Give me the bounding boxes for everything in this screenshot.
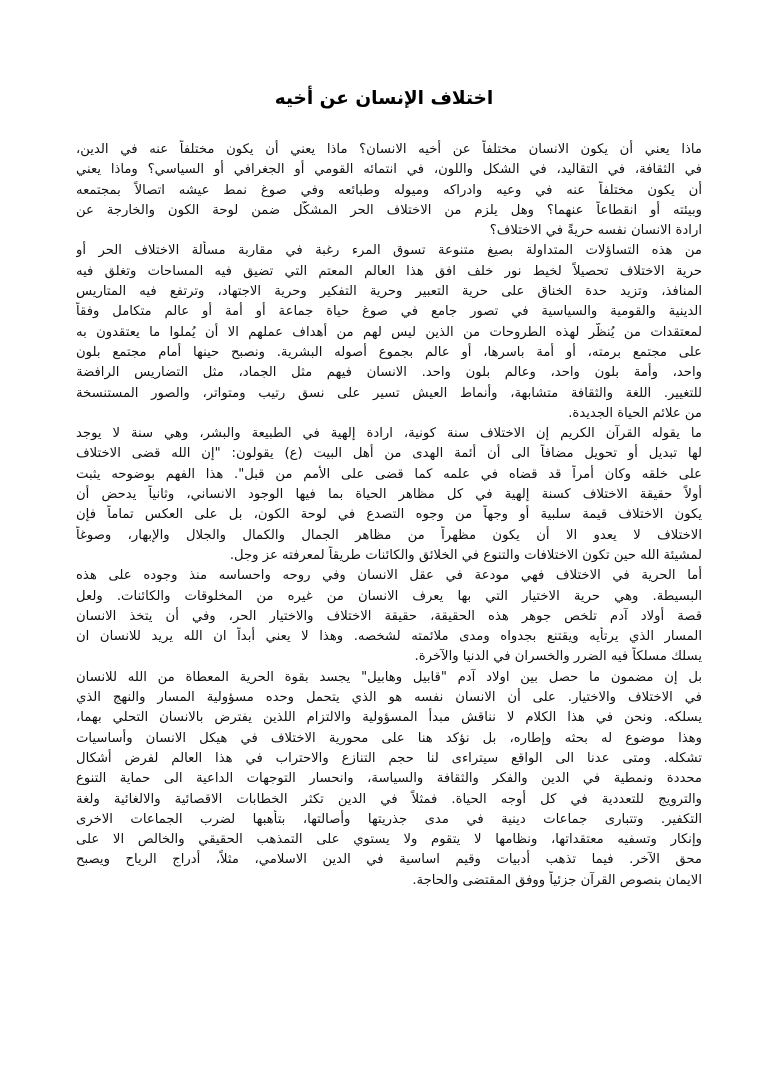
paragraph (76, 241, 702, 424)
text-line: على خلقه وكان أمراً قد قضاه في علمه كما قضى على الأمم من قبل". هذا الفهم بوضوحه يثبت (76, 466, 702, 482)
text-line: أولاً حقيقة الاختلاف كسنة إلهية في كل مظاهر الحياة بما فيها الوجود الانساني، وثانياً يدحض أن (76, 487, 702, 503)
text-line: في الثقافة، في التقاليد، في الشكل واللون، في انتمائه القومي أو الجغرافي أو السياسي؟ وماذا يعني (76, 162, 702, 178)
text-line: والترويج للتعددية في كل أوجه الحياة. فمثلاً في الدين تكثر الخطابات الاقصائية والالغائية ولغة (76, 791, 702, 807)
text-line: المسار الذي يرتأيه ويقتنع بجدواه ومدى ملائمته لشخصه. وهذا لا يعني أبداً ان الله يريد للانسان ان (76, 629, 702, 645)
text-line: وبيئته أو انقطاعاً عنهما؟ وهل يلزم من الاختلاف الحر المشكّل ضمن لوحة الكون والخارجة عن (76, 202, 702, 218)
text-line: المنافذ، وتزيد حدة الخناق على حرية التعبير وحرية التفكير وحرية الاجتهاد، وترتفع فيه المتاريس (76, 284, 702, 300)
text-line: ارادة الانسان نفسه حريةً في الاختلاف؟ (489, 223, 702, 239)
text-line: ما يقوله القرآن الكريم إن الاختلاف سنة كونية، ارادة إلهية في الطبيعة والبشر، وهي سنة لا يوجد (76, 426, 702, 442)
text-line: الاختلاف لا يعدو الا أن يكون مظهراً من مظاهر الجمال والكمال والجلال والإبهار، وصوغاً (76, 527, 702, 543)
paragraph (76, 668, 702, 891)
text-line: الايمان بنصوص القرآن جزئياً ووفق المقتضى والحاجة. (412, 872, 702, 888)
text-line: ماذا يعني أن يكون الانسان مختلفاً عن أخيه الانسان؟ ماذا يعني أن يكون مختلفاً عنه في الدين، (76, 142, 702, 157)
text-line: من علائم الحياة الجديدة. (568, 405, 702, 421)
text-line: أن يكون مختلفاً عنه في وعيه وادراكه وميوله وطبائعه وفي صوغ نمط عيشه اتصالاً بمجتمعه (76, 182, 702, 198)
text-line: الدينية والقومية والسياسية في تصور جامع في صوغ حياة جماعة أو أمة أو عالم متكامل وفقاً (76, 304, 702, 320)
text-line: واحد، وأمة بلون واحد، وعالم بلون واحد. الانسان فيهم مثل الجماد، مثل التضاريس الرافضة (76, 365, 702, 381)
text-line: على مجتمع برمته، أو أمة باسرها، أو عالم بجموع أصوله البشرية. ونصبح حينها أمام مجتمع بلون (76, 344, 702, 360)
text-line: التكفير. وتتبارى جماعات دينية في مدى جذريتها وأصالتها، بتأهبها لضرب الجماعات الاخرى (76, 811, 702, 827)
text-line: لمعتقدات من يُنظّر لهذه الطروحات من الذين ليس لهم من أهداف عملهم الا أن يُملوا ما يعتقدون به (76, 324, 702, 340)
text-line: وهذا موضوع له بحثه وإطاره، بل نؤكد هنا على محورية الاختلاف في هيكل الانسان وأساسيات (76, 730, 702, 746)
text-line: وإنكار وتسفيه معتقداتها، ونظامها لا يتقوم ولا يستوي على التمذهب الحقيقي والخالص الا على (76, 832, 702, 848)
paragraph (76, 566, 702, 667)
text-line: في الاختلاف والاختيار. على أن الانسان نفسه هو الذي يتحمل وحده مسؤولية المسار والنهج الذي (76, 690, 702, 706)
paragraph (76, 424, 702, 566)
text-line: قصة أولاد آدم تلخص جوهر هذه الحقيقة، حقيقة الاختلاف والاختيار الحر، وفي أن يتخذ الانسان (76, 608, 702, 624)
text-line: يسلكه. ونحن في هذا الكلام لا نناقش مبدأ المسؤولية والالتزام اللذين يفترض بالانسان التحلي بهما، (76, 710, 702, 726)
text-line: بل إن مضمون ما حصل بين اولاد آدم "قابيل وهابيل" يجسد بقوة الحرية المعطاة من الله للانسان (76, 669, 702, 685)
text-line: من هذه التساؤلات المتداولة بصيغ متنوعة تسوق المرء رغبة في مقاربة مسألة الاختلاف الحر أو (76, 243, 702, 259)
paragraph (76, 140, 702, 241)
text-line: للتغيير. اللغة والثقافة متشابهة، وأنماط العيش تسير على نسق رتيب ومتواتر، والصور المستنسخة (76, 385, 702, 401)
text-line: يسلك مسلكاً فيه الضرر والخسران في الدنيا والآخرة. (414, 649, 702, 665)
text-line: لمشيئة الله حين تكون الاختلافات والتنوع في الخلائق والكائنات طريقاً لمعرفته عز وجل. (229, 547, 702, 563)
text-line: محق الآخر. فيما تذهب أدبيات وقيم اساسية في الدين الاسلامي، مثلاً، أدراج الرياح ويصبح (76, 852, 702, 868)
text-line: أما الحرية في الاختلاف فهي مودعة في عقل الانسان وفي روحه واحساسه منذ وجوده على هذه (76, 568, 702, 584)
text-line: لها تبديل أو تحويل مضافاً الى أن أئمة الهدى من أهل البيت (ع) يقولون: "إن الله قضى الاختلاف (76, 446, 702, 462)
text-line: حرية الاختلاف تحصيلاً لخيط نور خلف افق هذا العالم المعتم التي تضيق فيه المساحات وتغلق فيه (76, 263, 702, 279)
article-body (76, 140, 702, 891)
text-line: البسيطة. وهي حرية الاختيار التي بها يعرف الانسان من غيره من المخلوقات والكائنات. ولعل (76, 588, 702, 604)
text-line: محددة ونمطية في الدين والفكر والثقافة والسياسة، وانحسار التوجهات الداعية الى حماية التنوع (76, 771, 702, 787)
text-line: يكون الاختلاف قيمة سلبية أو وجهاً من وجوه التصدع في لوحة الكون، بل على العكس تماماً فإن (76, 507, 702, 523)
text-line: تشكله. ومتى عدنا الى الواقع سيتراءى لنا حجم التنازع والاحتراب في هذا العالم لفرض أشكال (76, 750, 702, 766)
page-title: اختلاف الإنسان عن أخيه (274, 88, 494, 109)
